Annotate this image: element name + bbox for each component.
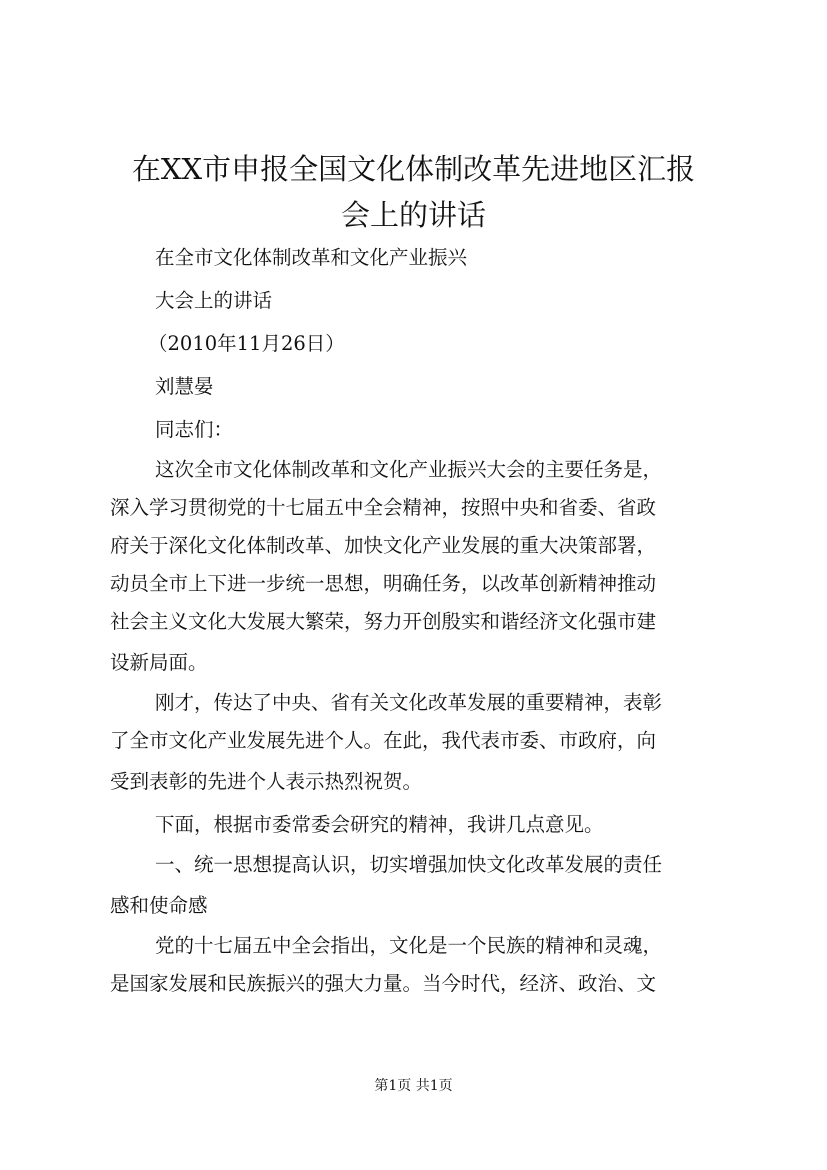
paragraph-line: 一、统一思想提高认识，切实增强加快文化改革发展的责任 <box>155 853 663 876</box>
speech-date: （2010年11月26日） <box>148 332 345 355</box>
page-number-footer: 第1页 共1页 <box>374 1078 453 1094</box>
subtitle-line-2: 大会上的讲话 <box>155 289 273 312</box>
paragraph-line: 深入学习贯彻党的十七届五中全会精神，按照中央和省委、省政 <box>110 496 657 519</box>
paragraph-line: 设新局面。 <box>110 651 208 674</box>
speaker-name: 刘慧晏 <box>155 375 214 398</box>
paragraph-line: 党的十七届五中全会指出，文化是一个民族的精神和灵魂， <box>155 934 663 957</box>
paragraph-3 <box>110 803 730 846</box>
paragraph-line: 感和使命感 <box>110 894 208 917</box>
title-line-2: 会上的讲话 <box>340 198 486 232</box>
document-title <box>100 146 727 238</box>
title-line-1: 在XX市申报全国文化体制改革先进地区汇报 <box>131 152 696 186</box>
paragraph-line: 府关于深化文化体制改革、加快文化产业发展的重大决策部署， <box>110 534 657 557</box>
salutation: 同志们： <box>155 418 234 441</box>
section-heading-1 <box>110 846 730 927</box>
paragraph-line: 刚才，传达了中央、省有关文化改革发展的重要精神，表彰 <box>155 691 663 714</box>
paragraph-2 <box>110 684 730 803</box>
paragraph-line: 下面，根据市委常委会研究的精神，我讲几点意见。 <box>155 813 604 836</box>
paragraph-line: 了全市文化产业发展先进个人。在此，我代表市委、市政府，向 <box>110 729 657 752</box>
subtitle-line-1: 在全市文化体制改革和文化产业振兴 <box>155 246 468 269</box>
paragraph-line: 受到表彰的先进个人表示热烈祝贺。 <box>110 770 423 793</box>
paragraph-line: 社会主义文化大发展大繁荣，努力开创殷实和谐经济文化强市建 <box>110 610 657 633</box>
paragraph-5 <box>110 927 730 1003</box>
paragraph-1 <box>110 451 730 684</box>
document-body <box>110 236 730 1003</box>
paragraph-line: 动员全市上下进一步统一思想，明确任务，以改革创新精神推动 <box>110 572 657 595</box>
paragraph-line: 是国家发展和民族振兴的强大力量。当今时代，经济、政治、文 <box>110 972 657 995</box>
paragraph-line: 这次全市文化体制改革和文化产业振兴大会的主要任务是， <box>155 458 663 481</box>
